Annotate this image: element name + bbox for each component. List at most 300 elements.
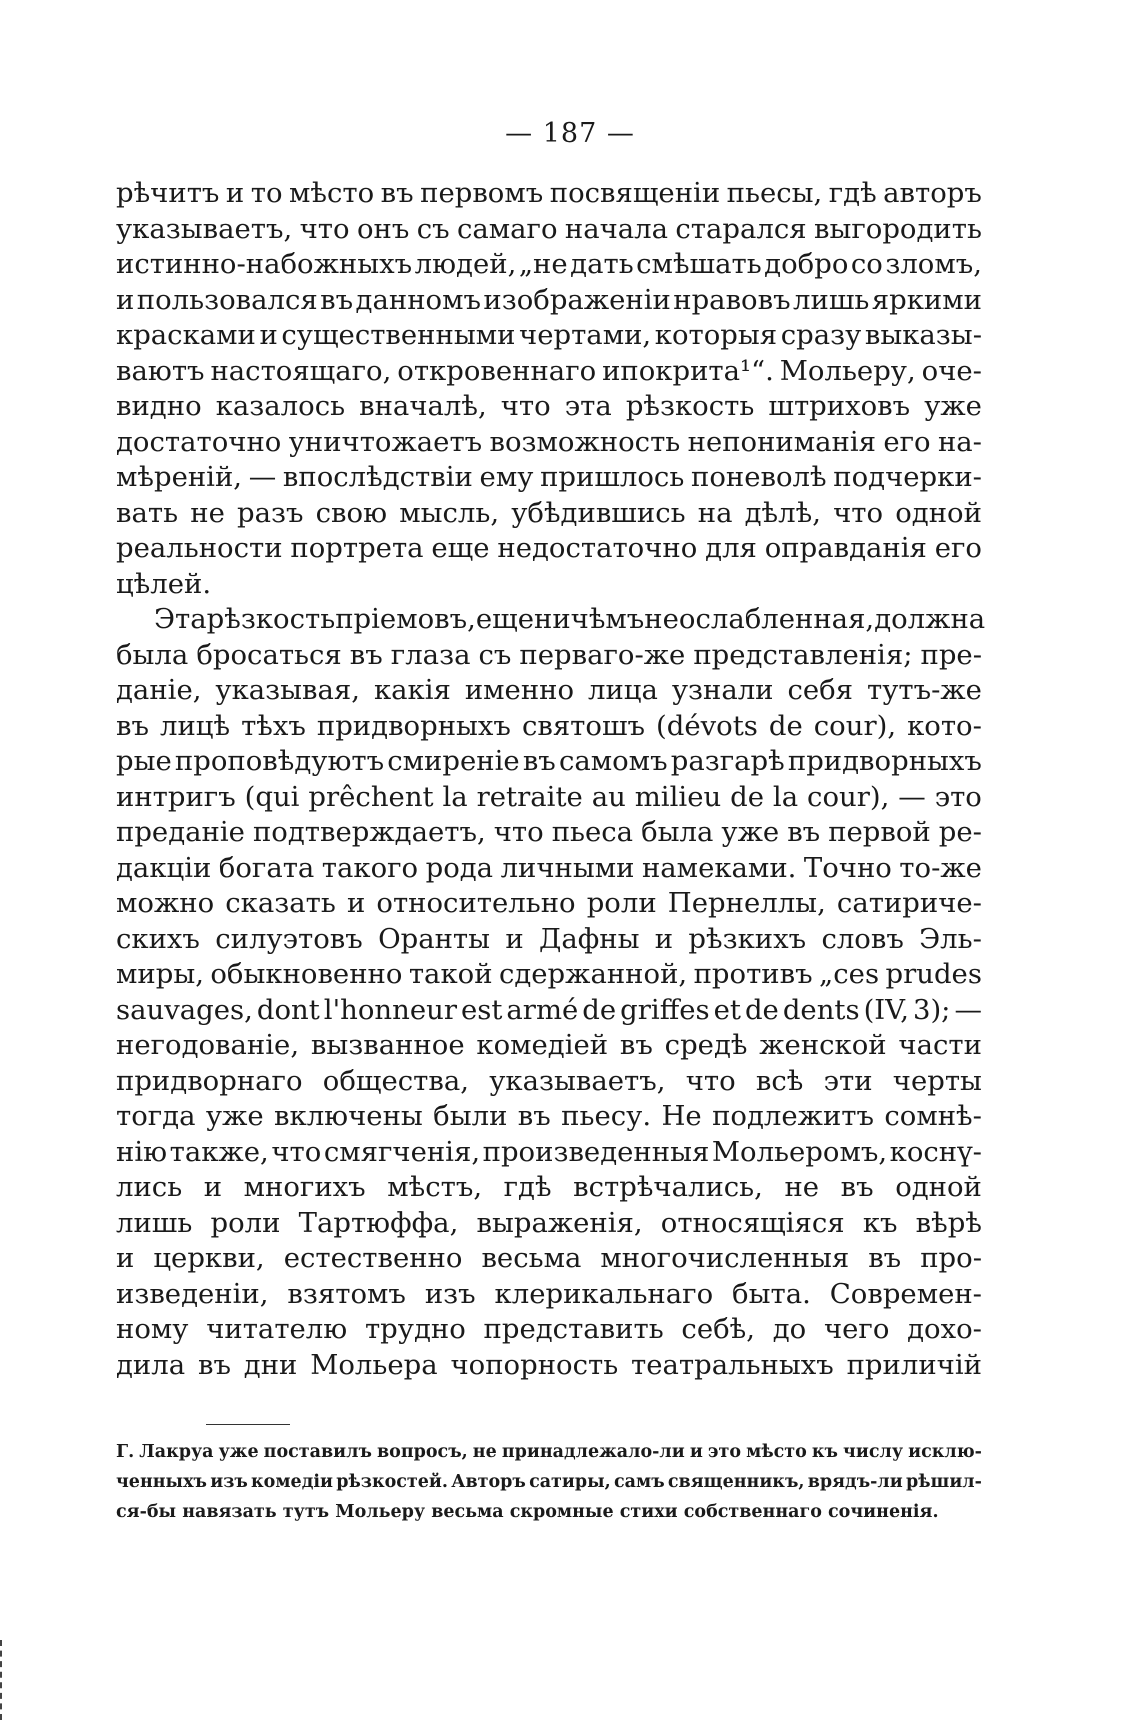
word: въ [517,1100,551,1132]
word: ному [116,1313,189,1345]
word: казалось [215,390,346,422]
word: это [707,1442,742,1462]
word: весьма [481,1242,582,1274]
word: чертами, [519,319,652,351]
word: пре- [920,638,982,671]
word: дила [116,1348,186,1381]
word: пользовался [136,283,318,316]
word: врядъ-ли [807,1472,903,1492]
word: retraite [476,780,583,813]
word: рые [116,745,172,777]
word: вѣрѣ [915,1206,982,1239]
word: рѣзкостей. [336,1472,448,1492]
word: къ [862,1206,898,1239]
word: тутъ-же [866,674,982,706]
word: dont [256,993,320,1026]
word: уже [218,1442,259,1462]
word: многочисленныя [600,1242,850,1274]
footnote-line [116,1467,982,1497]
word: ипокрита¹“. [602,354,774,387]
word: то-же [899,851,982,884]
word: и [225,177,245,209]
word: дни [243,1348,298,1381]
word: la [772,780,799,813]
word: въ [840,1171,874,1203]
text-line [116,993,982,1029]
word: видно [116,390,202,422]
word: 3); [912,993,951,1026]
word: клерикальнаго [494,1277,714,1310]
word: такой [408,958,493,990]
scan-edge-marks [0,1640,7,1720]
word: это [934,780,982,813]
word: что [493,816,544,848]
text-line [116,460,982,496]
word: указываетъ, [116,212,293,245]
word: одной [895,496,982,529]
word: дохо- [907,1313,982,1345]
word: возможность [489,425,681,458]
text-line [116,354,982,390]
text-line [116,815,982,851]
word: и [259,319,278,351]
word: стихи [619,1502,678,1522]
word: обыкновенно [210,958,403,990]
word: числу [843,1442,904,1462]
word: „ces [819,958,880,990]
word: est [460,993,503,1026]
text-line [116,176,982,212]
word: словъ [821,922,904,955]
word: можно [116,887,215,919]
word: Лакруа [139,1442,214,1462]
word: зломъ, [885,248,982,280]
word: не [472,1442,497,1462]
word: скромные [509,1502,614,1522]
word: Мольера [310,1348,438,1381]
word: уничтожаетъ [288,425,483,458]
word: armé [506,993,579,1026]
word: къ [811,1442,838,1462]
text-line [116,1348,982,1384]
word: церкви, [153,1242,265,1274]
word: гдѣ [828,177,877,209]
word: комедіей [476,1029,609,1061]
word: тогда [116,1100,196,1132]
word: (dévots [656,709,758,742]
word: женской [759,1029,887,1061]
word: лись [116,1171,183,1203]
word: et [713,993,741,1026]
word: комедіи [251,1472,333,1492]
word: milieu [634,780,722,813]
word: de [582,993,617,1026]
word: скихъ [116,922,200,955]
text-line [116,212,982,248]
word: гдѣ [503,1171,552,1203]
word: тутъ [282,1502,330,1522]
word: сдержанной, [498,958,688,990]
word: естественно [283,1242,463,1274]
word: одной [895,1171,982,1203]
word: dents [782,993,860,1026]
word: мѣсто [289,177,375,209]
word: навязать [182,1502,277,1522]
word: чопорность [450,1348,619,1381]
text-line [116,673,982,709]
text-line [116,1135,982,1171]
word: ваютъ [116,354,205,387]
word: — [248,461,277,493]
word: должна [874,603,986,635]
word: (qui [244,780,300,813]
word: сатиры, [529,1472,611,1492]
word: силуэтовъ [215,922,363,955]
word: Г. [116,1442,135,1462]
word: самомъ [558,745,668,777]
word: до [772,1313,807,1345]
word: интригъ [116,780,236,813]
text-line [116,886,982,922]
word: портрета [290,532,424,564]
word: были [433,1100,508,1132]
word: подлежитъ [712,1100,874,1132]
word: весьма [431,1502,504,1522]
word: относящіяся [660,1206,845,1239]
word: сатириче- [836,887,982,919]
word: данномъ [355,283,481,316]
word: со [850,248,883,280]
word: даніе, [116,674,202,706]
word: нію [116,1135,168,1168]
word: достаточно [116,425,282,458]
word: ченныхъ [116,1472,207,1492]
word: смягченія, [323,1135,481,1168]
word: вначалѣ, [359,390,487,422]
word: въ [787,816,821,848]
word: про- [920,1242,982,1274]
word: встрѣчались, [573,1171,763,1203]
word: подчерки- [833,461,982,493]
word: au [591,780,626,813]
word: „не [518,248,568,280]
word: не [190,496,225,529]
word: принадлежало-ли [501,1442,685,1462]
word: черты [892,1064,982,1097]
word: не [644,603,679,635]
footnote-line [116,1437,982,1467]
word: добро [764,248,849,280]
body-text [116,176,986,1383]
word: общества, [322,1064,469,1097]
word: была [641,816,714,848]
word: истинно-набожныхъ [116,248,413,280]
word: эти [823,1064,873,1097]
word: начала [564,212,669,245]
word: какія [373,674,451,706]
word: sauvages, [116,993,253,1026]
word: и [203,1171,223,1203]
word: представить [483,1313,664,1345]
word: — [898,780,926,813]
word: уже [205,1100,264,1132]
word: вызванное [310,1029,465,1061]
word: пьесу. [561,1100,652,1132]
word: Не [661,1100,702,1132]
word: Современ- [829,1277,982,1310]
word: и [505,922,524,955]
word: на- [937,425,982,458]
word: людей, [414,248,517,280]
word: нравовъ [673,283,791,316]
word: старался [675,212,807,245]
word: еще [431,532,490,564]
word: которыя [654,319,778,351]
word: первомъ [420,177,544,209]
word: мысль, [399,496,500,529]
text-line [116,1170,982,1206]
word: рѣшил- [905,1472,982,1492]
word: авторъ [883,177,982,209]
footnote-line [116,1497,982,1527]
text-line [116,709,982,745]
word: трудно [364,1313,466,1345]
word: разъ [237,496,304,529]
word: средѣ [664,1029,748,1061]
word: святошъ [521,709,646,742]
word: ре- [938,816,982,848]
word: вать [116,496,179,529]
word: выгородить [813,212,982,245]
word: уже [924,390,982,422]
word: Авторъ [451,1472,526,1492]
word: убѣдившись [511,496,686,529]
text-line [116,496,982,532]
word: то [250,177,283,209]
word: лицѣ [159,709,231,742]
word: чего [823,1313,890,1345]
word: негодованіе, [116,1029,300,1061]
word: пьеса [551,816,634,848]
word: сразу [780,319,862,351]
word: первой [828,816,931,848]
text-line [116,638,982,674]
word: бросаться [196,638,342,671]
word: приличій [846,1348,982,1381]
word: и [116,283,135,316]
word: cour), [813,709,897,742]
word: личными [500,851,635,884]
word: себя [787,674,854,706]
word: красками [116,319,256,351]
text-line [116,531,982,567]
word: Тартюффа, [298,1206,459,1239]
word: Точно [803,851,892,884]
word: уже [721,816,780,848]
text-line [116,1099,982,1135]
word: поставилъ [263,1442,372,1462]
word: перваго-же [519,638,686,671]
text-line [116,851,982,887]
word: рѣчитъ [116,177,220,209]
word: откровеннаго [397,354,597,387]
word: всѣ [755,1064,804,1097]
word: собственнаго [683,1502,822,1522]
word: придворныхъ [316,709,511,742]
word: эта [564,390,612,422]
word: придворныхъ [787,745,982,777]
word: выказы- [864,319,982,351]
word: что [500,390,551,422]
word: рѣзкихъ [688,922,807,955]
word: свою [315,496,388,529]
word: тѣхъ [241,709,306,742]
word: въ [116,709,149,742]
word: ничѣмъ [533,603,645,635]
text-line [116,567,982,603]
word: Мольеромъ, [711,1135,888,1168]
word: представленія; [693,638,913,671]
word: лишь [793,283,870,316]
text-line [116,318,982,354]
word: изображеніи [483,283,671,316]
word: относительно [376,887,576,919]
word: пріемовъ, [335,603,476,635]
word: подтверждаетъ, [252,816,486,848]
word: ослабленная, [678,603,875,635]
word: Мольеру [335,1502,426,1522]
word: лишь [116,1206,193,1239]
word: cour), [807,780,890,813]
word: сомнѣ- [884,1100,982,1132]
text-line [116,247,982,283]
word: глаза [390,638,471,671]
word: изъ [424,1277,476,1310]
word: также, [169,1135,269,1168]
word: ему [479,461,534,493]
word: Пернеллы, [667,887,826,919]
text-line [116,744,982,780]
word: быта. [732,1277,811,1310]
word: части [898,1029,982,1061]
text-line [116,780,982,816]
word: въ [619,1029,653,1061]
word: поневолѣ [690,461,827,493]
word: оправданія [764,532,927,564]
text-line [116,1241,982,1277]
word: prudes [885,958,982,990]
word: дѣлѣ, [744,496,821,529]
word: Оранты [378,922,491,955]
word: исклю- [908,1442,982,1462]
word: для [705,532,757,564]
word: (IV, [863,993,909,1026]
word: онъ [356,212,410,245]
word: l'honneur [323,993,457,1026]
word: что [685,1064,736,1097]
word: указывая, [215,674,361,706]
word: мѣреній, [116,461,243,493]
word: взятомъ [287,1277,406,1310]
word: la [442,780,468,813]
word: его [883,425,931,458]
word: включены [274,1100,423,1132]
word: недостаточно [497,532,698,564]
word: рода [425,851,494,884]
word: такого [321,851,419,884]
word: и [654,922,674,955]
word: преданіе [116,816,245,848]
word: пьесы, [726,177,823,209]
word: de [768,709,803,742]
word: изъ [210,1472,248,1492]
footnote [116,1437,982,1527]
word: читателю [206,1313,348,1345]
word: произведенныя [482,1135,710,1168]
word: проповѣдуютъ [174,745,385,777]
word: многихъ [243,1171,366,1203]
word: мѣсто [746,1442,807,1462]
text-line [116,283,982,319]
word: что [833,496,884,529]
word: что [271,1135,322,1168]
word: изведеніи, [116,1277,269,1310]
word: рѣзкость [206,603,336,635]
word: разгарѣ [670,745,785,777]
word: выраженія, [476,1206,643,1239]
word: и [346,887,366,919]
word: реальности [116,532,283,564]
word: узнали [671,674,774,706]
page-number: — 187 — [505,118,635,149]
word: придворнаго [116,1064,303,1097]
word: дакціи [116,851,212,884]
word: съ [416,212,450,245]
word: сказать [225,887,336,919]
word: цѣлей. [116,567,212,600]
word: театральныхъ [631,1348,834,1381]
word: что [299,212,350,245]
word: богата [218,851,315,884]
word: самаго [456,212,558,245]
text-line [116,1206,982,1242]
text-line [116,389,982,425]
word: намеками. [641,851,797,884]
word: существенными [281,319,516,351]
word: лица [587,674,658,706]
word: смѣшать [636,248,762,280]
text-line [116,602,986,638]
word: сочиненія. [828,1502,939,1522]
text-line [116,957,982,993]
word: была [116,638,189,671]
word: посвященіи [549,177,721,209]
word: и [116,1242,135,1274]
word: противъ [693,958,813,990]
word: рѣзкость [625,390,755,422]
word: de [744,993,779,1026]
word: съ [478,638,512,671]
word: prêchent [308,780,434,813]
word: роли [586,887,657,919]
word: его [934,532,982,564]
word: не [784,1171,820,1203]
word: еще [475,603,534,635]
word: въ [522,745,556,777]
word: коснү- [889,1135,982,1168]
text-line [116,1312,982,1348]
text-line [116,425,982,461]
